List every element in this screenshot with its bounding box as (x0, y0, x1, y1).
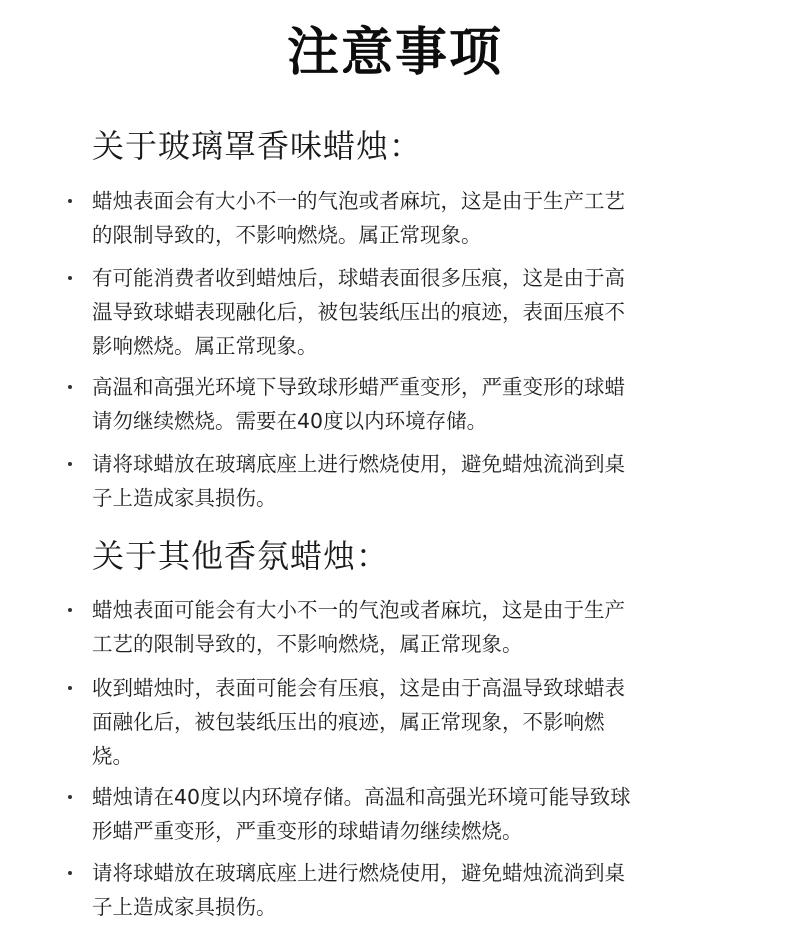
bullet-dot (68, 608, 72, 612)
list-item-text: 请将球蜡放在玻璃底座上进行燃烧使用，避免蜡烛流淌到桌 子上造成家具损伤。 (92, 861, 625, 919)
list-item-text: 蜡烛表面会有大小不一的气泡或者麻坑，这是由于生产工艺 的限制导致的，不影响燃烧。属正常现象。 (92, 189, 625, 247)
bullet-dot (68, 462, 72, 466)
section-heading-other-candles: 关于其他香氛蜡烛： (92, 537, 390, 575)
bullet-dot (68, 686, 72, 690)
list-item-text: 请将球蜡放在玻璃底座上进行燃烧使用，避免蜡烛流淌到桌 子上造成家具损伤。 (92, 452, 625, 510)
list-item-text: 蜡烛表面可能会有大小不一的气泡或者麻坑，这是由于生产 工艺的限制导致的，不影响燃烧，属正常现象。 (92, 598, 625, 656)
bullet-dot (68, 276, 72, 280)
list-item-text: 蜡烛请在40度以内环境存储。高温和高强光环境可能导致球 形蜡严重变形，严重变形的球蜡请勿继续燃烧。 (92, 785, 631, 843)
list-item-text: 高温和高强光环境下导致球形蜡严重变形，严重变形的球蜡 请勿继续燃烧。需要在40度以内环境存储。 (92, 375, 625, 433)
list-item-text: 有可能消费者收到蜡烛后，球蜡表面很多压痕，这是由于高 温导致球蜡表现融化后，被包装纸压出的痕迹，表面压痕不 影响燃烧。属正常现象。 (92, 266, 625, 358)
bullet-dot (68, 795, 72, 799)
bullet-dot (68, 871, 72, 875)
page-title: 注意事项 (286, 23, 503, 83)
list-item-text: 收到蜡烛时，表面可能会有压痕，这是由于高温导致球蜡表 面融化后，被包装纸压出的痕迹，属正常现象，不影响燃 烧。 (92, 676, 625, 768)
bullet-dot (68, 385, 72, 389)
section-heading-glass-candles: 关于玻璃罩香味蜡烛： (92, 127, 423, 165)
bullet-dot (68, 199, 72, 203)
